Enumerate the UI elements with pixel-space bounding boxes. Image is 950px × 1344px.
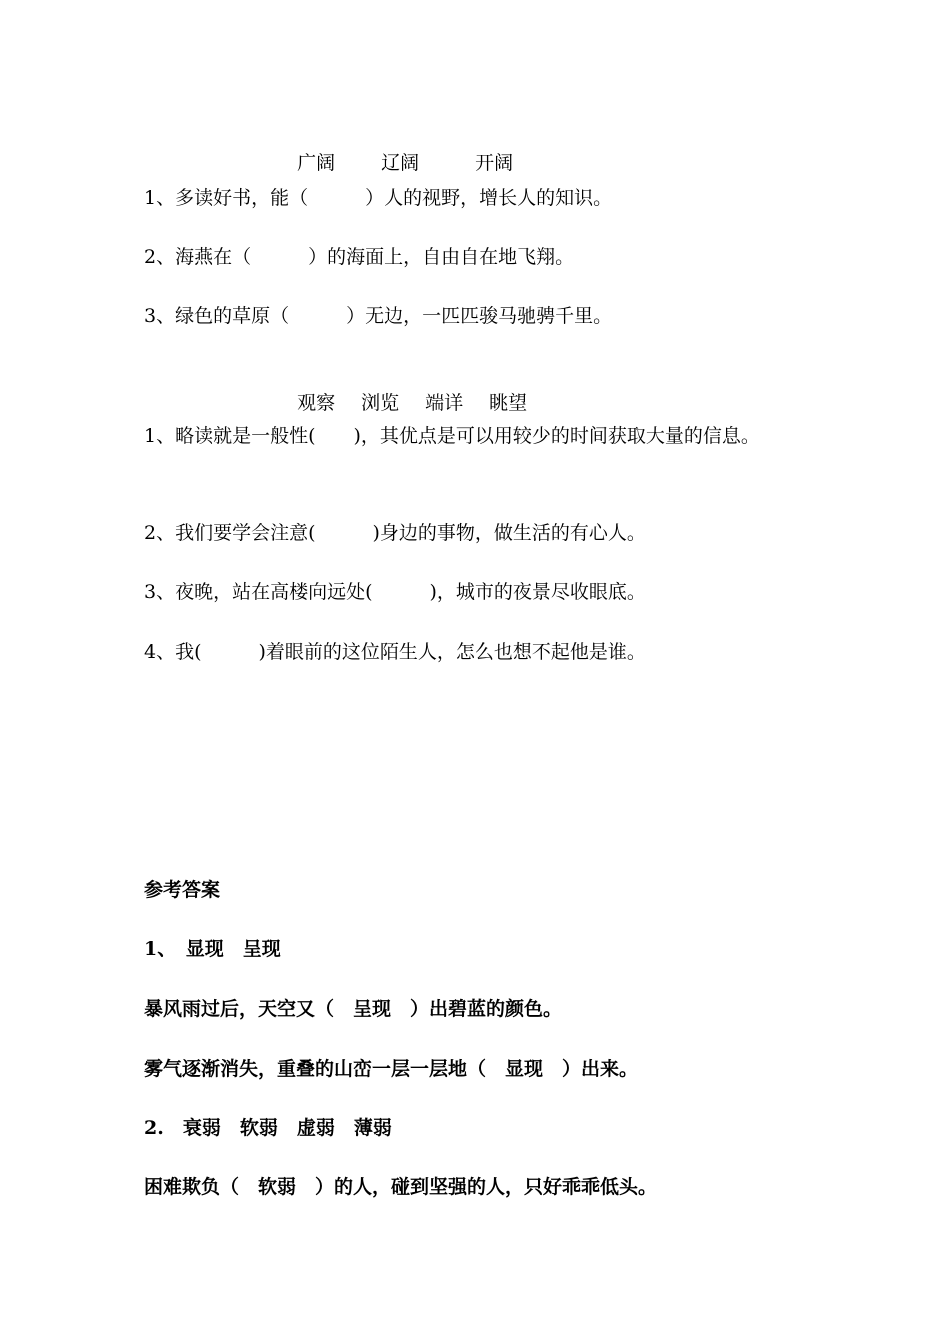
answers-title: 参考答案 — [144, 879, 221, 901]
exercise-sentence: 1、多读好书，能（ ）人的视野，增长人的知识。 — [144, 187, 613, 209]
word-bank-1 — [285, 124, 513, 176]
answer-group-heading: 2. 衰弱 软弱 虚弱 薄弱 — [144, 1117, 392, 1139]
answer-line: 雾气逐渐消失，重叠的山峦一层一层地（ 显现 ）出来。 — [144, 1058, 639, 1080]
answer-line: 暴风雨过后，天空又（ 呈现 ）出碧蓝的颜色。 — [144, 998, 563, 1020]
exercise-sentence: 2、海燕在（ ）的海面上，自由自在地飞翔。 — [144, 246, 575, 268]
exercise-sentence: 2、我们要学会注意( )身边的事物，做生活的有心人。 — [144, 522, 646, 544]
word-bank-2 — [285, 364, 527, 416]
exercise-sentence: 3、绿色的草原（ ）无边，一匹匹骏马驰骋千里。 — [144, 305, 613, 327]
word-bank-word: 观察 — [297, 392, 336, 414]
word-bank-word: 开阔 — [475, 152, 514, 174]
exercise-sentence: 1、略读就是一般性( )，其优点是可以用较少的时间获取大量的信息。 — [144, 425, 760, 447]
word-bank-word: 辽阔 — [381, 152, 420, 174]
answer-group-heading: 1、 显现 呈现 — [144, 938, 281, 960]
word-bank-word: 浏览 — [361, 392, 400, 414]
word-bank-word: 广阔 — [297, 152, 336, 174]
exercise-sentence: 4、我( )着眼前的这位陌生人，怎么也想不起他是谁。 — [144, 641, 646, 663]
word-bank-word: 眺望 — [489, 392, 528, 414]
word-bank-word: 端详 — [425, 392, 464, 414]
answer-line: 困难欺负（ 软弱 ）的人，碰到坚强的人，只好乖乖低头。 — [144, 1176, 658, 1198]
exercise-sentence: 3、夜晚，站在高楼向远处( )，城市的夜景尽收眼底。 — [144, 581, 646, 603]
